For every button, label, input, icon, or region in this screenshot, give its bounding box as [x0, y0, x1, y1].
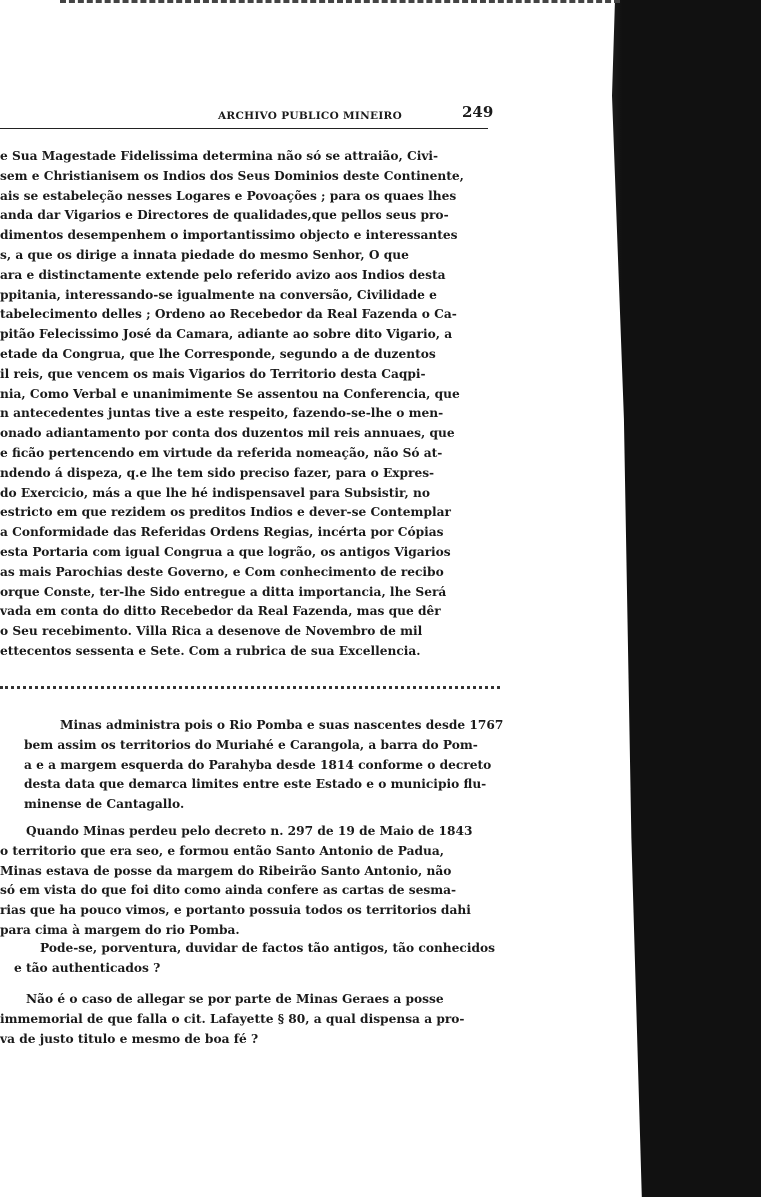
- text-line: etade da Congrua, que lhe Corresponde, segundo a de duzentos: [0, 346, 436, 361]
- page-number: 249: [462, 103, 494, 121]
- text-line: e Sua Magestade Fidelissima determina não só se attraião, Civi-: [0, 149, 439, 163]
- text-line: dimentos desempenhem o importantissimo objecto e interessantes: [0, 228, 458, 243]
- text-line: Minas estava de posse da margem do Ribeirão Santo Antonio, não: [0, 863, 452, 878]
- text-line: bem assim os territorios do Muriahé e Carangola, a barra do Pom-: [24, 737, 478, 752]
- text-line: immemorial de que falla o cit. Lafayette § 80, a qual dispensa a pro-: [0, 1011, 465, 1026]
- text-line: anda dar Vigarios e Directores de qualidades,que pellos seus pro-: [0, 208, 449, 223]
- header-rule: [0, 128, 488, 129]
- text-line: as mais Parochias deste Governo, e Com conhecimento de recibo: [0, 564, 444, 579]
- running-head: ARCHIVO PUBLICO MINEIRO: [217, 110, 403, 122]
- text-line: il reis, que vencem os mais Vigarios do Territorio desta Caqpi-: [0, 366, 426, 381]
- text-line: e tão authenticados ?: [14, 960, 161, 975]
- text-line: a Conformidade das Referidas Ordens Regias, incérta por Cópias: [0, 525, 444, 540]
- paragraph-minas-administra: [24, 716, 534, 815]
- text-line: nia, Como Verbal e unanimimente Se assentou na Conferencia, que: [0, 386, 460, 401]
- text-line: Quando Minas perdeu pelo decreto n. 297 de 19 de Maio de 1843: [26, 824, 473, 838]
- top-edge-rule: [60, 0, 620, 9]
- text-line: ndendo á dispeza, q.e lhe tem sido preciso fazer, para o Expres-: [0, 465, 435, 480]
- text-line: ettecentos sessenta e Sete. Com a rubrica de sua Excellencia.: [0, 643, 421, 658]
- text-line: estricto em que rezidem os preditos Indios e dever-se Contemplar: [0, 505, 451, 520]
- text-line: ppitania, interessando-se igualmente na conversão, Civilidade e: [0, 287, 437, 302]
- text-line: o territorio que era seo, e formou então Santo Antonio de Padua,: [0, 843, 445, 858]
- text-line: o Seu recebimento. Villa Rica a desenove de Novembro de mil: [0, 624, 423, 639]
- text-line: do Exercicio, más a que lhe hé indispensavel para Subsistir, no: [0, 485, 430, 500]
- text-line: rias que ha pouco vimos, e portanto possuia todos os territorios dahi: [0, 903, 471, 918]
- text-line: orque Conste, ter-lhe Sido entregue a ditta importancia, lhe Será: [0, 584, 447, 599]
- book-binding-edge: [612, 0, 761, 1197]
- paragraph-quando-minas: [0, 822, 510, 941]
- text-line: só em vista do que foi dito como ainda confere as cartas de sesma-: [0, 883, 457, 898]
- text-line: Pode-se, porventura, duvidar de factos tão antigos, tão conhecidos: [40, 941, 495, 955]
- text-line: a e a margem esquerda do Parahyba desde 1814 conforme o decreto: [24, 757, 492, 772]
- text-line: esta Portaria com igual Congrua a que logrão, os antigos Vigarios: [0, 544, 451, 559]
- paragraph-nao-e-o-caso: [0, 990, 510, 1049]
- dotted-separator: [0, 686, 500, 689]
- paragraph-portaria: [0, 147, 510, 662]
- paragraph-pode-se: [14, 939, 524, 979]
- text-line: ais se estabeleção nesses Logares e Povoações ; para os quaes lhes: [0, 188, 457, 203]
- text-line: desta data que demarca limites entre este Estado e o municipio flu-: [24, 777, 487, 792]
- text-line: vada em conta do ditto Recebedor da Real Fazenda, mas que dêr: [0, 604, 441, 619]
- text-line: n antecedentes juntas tive a este respeito, fazendo-se-lhe o men-: [0, 406, 444, 421]
- text-line: va de justo titulo e mesmo de boa fé ?: [0, 1031, 259, 1046]
- text-line: para cima à margem do rio Pomba.: [0, 922, 240, 937]
- text-line: onado adiantamento por conta dos duzentos mil reis annuaes, que: [0, 426, 455, 441]
- text-line: tabelecimento delles ; Ordeno ao Recebedor da Real Fazenda o Ca-: [0, 307, 457, 322]
- text-line: sem e Christianisem os Indios dos Seus Dominios deste Continente,: [0, 168, 464, 183]
- text-line: Não é o caso de allegar se por parte de Minas Geraes a posse: [26, 992, 444, 1006]
- text-line: minense de Cantagallo.: [24, 797, 185, 812]
- text-line: pitão Felecissimo José da Camara, adiante ao sobre dito Vigario, a: [0, 327, 453, 342]
- text-line: ara e distinctamente extende pelo referido avizo aos Indios desta: [0, 267, 446, 282]
- text-line: e ficão pertencendo em virtude da referida nomeação, não Só at-: [0, 445, 443, 460]
- text-line: Minas administra pois o Rio Pomba e suas nascentes desde 1767: [60, 718, 504, 732]
- text-line: s, a que os dirige a innata piedade do mesmo Senhor, O que: [0, 247, 409, 262]
